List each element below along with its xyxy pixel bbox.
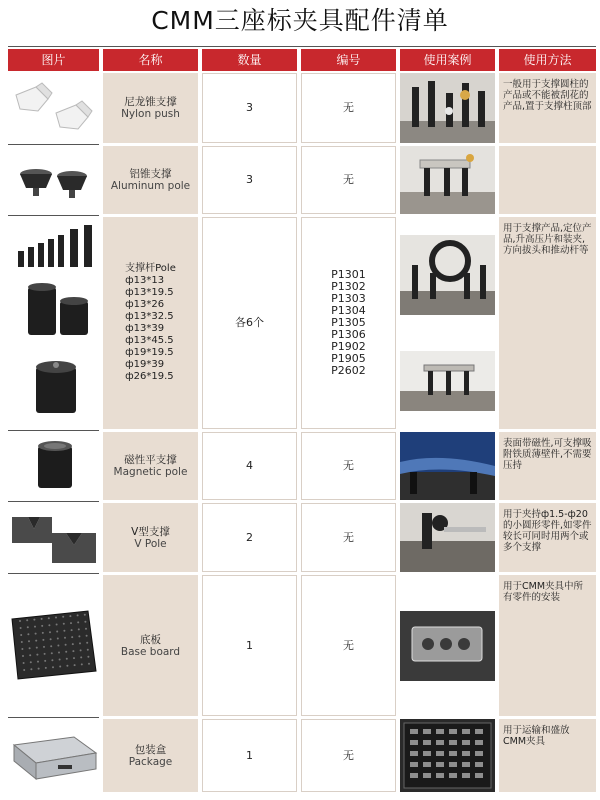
row-separator [8, 717, 99, 718]
row-aluminum-pole-code: 无 [301, 146, 396, 214]
row-aluminum-pole-qty: 3 [202, 146, 297, 214]
magnetic-pole-case-photo [400, 432, 495, 500]
row-magnetic-pole-qty: 4 [202, 432, 297, 500]
item-code-list: P1301 P1302 P1303 P1304 P1305 P1306 P1902 P1905 P2602 [331, 268, 366, 377]
item-name-en: Package [128, 755, 173, 768]
item-name-en: V Pole [134, 537, 167, 550]
item-name-en: Aluminum pole [110, 180, 191, 192]
row-separator [8, 501, 99, 502]
nylon-push-case-photo [400, 73, 495, 143]
row-support-pole-code [301, 217, 396, 429]
v-pole-image [8, 503, 99, 572]
item-name-cn: V型支撑 [131, 525, 170, 538]
row-package-name [103, 719, 198, 792]
row-separator [8, 430, 99, 431]
title-rule [8, 46, 596, 47]
row-nylon-push-name [103, 73, 198, 143]
package-image [8, 719, 99, 792]
aluminum-pole-case-photo [400, 146, 495, 214]
row-separator [8, 573, 99, 574]
item-name-en: Nylon push [121, 108, 180, 120]
row-aluminum-pole-name [103, 146, 198, 214]
row-v-pole-method: 用于夹持ф1.5-ф20的小圆形零件,如零件较长可同时用两个或多个支撑 [499, 503, 596, 572]
row-v-pole-qty: 2 [202, 503, 297, 572]
row-aluminum-pole-method [499, 146, 596, 214]
item-name-en: Base board [120, 645, 181, 658]
row-base-board-name [103, 575, 198, 716]
row-support-pole-qty: 各6个 [202, 217, 297, 429]
package-case-photo [400, 719, 495, 792]
row-base-board-code: 无 [301, 575, 396, 716]
item-name-en: Magnetic pole [113, 466, 188, 478]
base-board-image [8, 575, 99, 716]
row-package-qty: 1 [202, 719, 297, 792]
page-title: CMM三座标夹具配件清单 [151, 6, 449, 35]
row-magnetic-pole-name [103, 432, 198, 500]
row-nylon-push-qty: 3 [202, 73, 297, 143]
item-name-cn: 铝锥支撑 [129, 168, 172, 180]
row-package-code: 无 [301, 719, 396, 792]
row-nylon-push-code: 无 [301, 73, 396, 143]
base-board-case-photo [400, 575, 495, 716]
support-pole-case-photo [400, 217, 495, 429]
row-package-method: 用于运输和盛放CMM夹具 [499, 719, 596, 792]
row-separator [8, 144, 99, 145]
header-picture: 图片 [8, 49, 99, 71]
header-code: 编号 [301, 49, 396, 71]
row-nylon-push-method: 一般用于支撑圆柱的产品或不能被刮花的产品,置于支撑柱顶部 [499, 73, 596, 143]
row-base-board-qty: 1 [202, 575, 297, 716]
row-magnetic-pole-method: 表面带磁性,可支撑吸附铁质薄壁件,不需要压持 [499, 432, 596, 500]
magnetic-pole-image [8, 432, 99, 500]
nylon-push-image [8, 73, 99, 143]
row-magnetic-pole-code: 无 [301, 432, 396, 500]
header-usage: 使用方法 [499, 49, 596, 71]
header-use-case: 使用案例 [400, 49, 495, 71]
v-pole-case-photo [400, 503, 495, 572]
header-name: 名称 [103, 49, 198, 71]
support-pole-image [8, 217, 99, 429]
row-v-pole-code: 无 [301, 503, 396, 572]
row-base-board-method: 用于CMM夹具中所有零件的安装 [499, 575, 596, 716]
row-separator [8, 215, 99, 216]
header-quantity: 数量 [202, 49, 297, 71]
item-name-cn: 包装盒 [134, 743, 167, 756]
item-name-cn: 磁性平支撑 [124, 454, 177, 466]
aluminum-pole-image [8, 146, 99, 214]
row-v-pole-name [103, 503, 198, 572]
item-name-cn: 尼龙锥支撑 [124, 96, 177, 108]
item-name-cn: 底板 [140, 633, 161, 646]
row-support-pole-method: 用于支撑产品,定位产品,升高压片和装夹,方向拔头和推动杆等 [499, 217, 596, 429]
row-support-pole-name [103, 217, 198, 429]
item-name-cn: 支撑杆Pole ф13*13 ф13*19.5 ф13*26 ф13*32.5 ф13*39 ф13*45.5 ф19*19.5 ф19*39 ф26*19.5 [125, 263, 176, 382]
